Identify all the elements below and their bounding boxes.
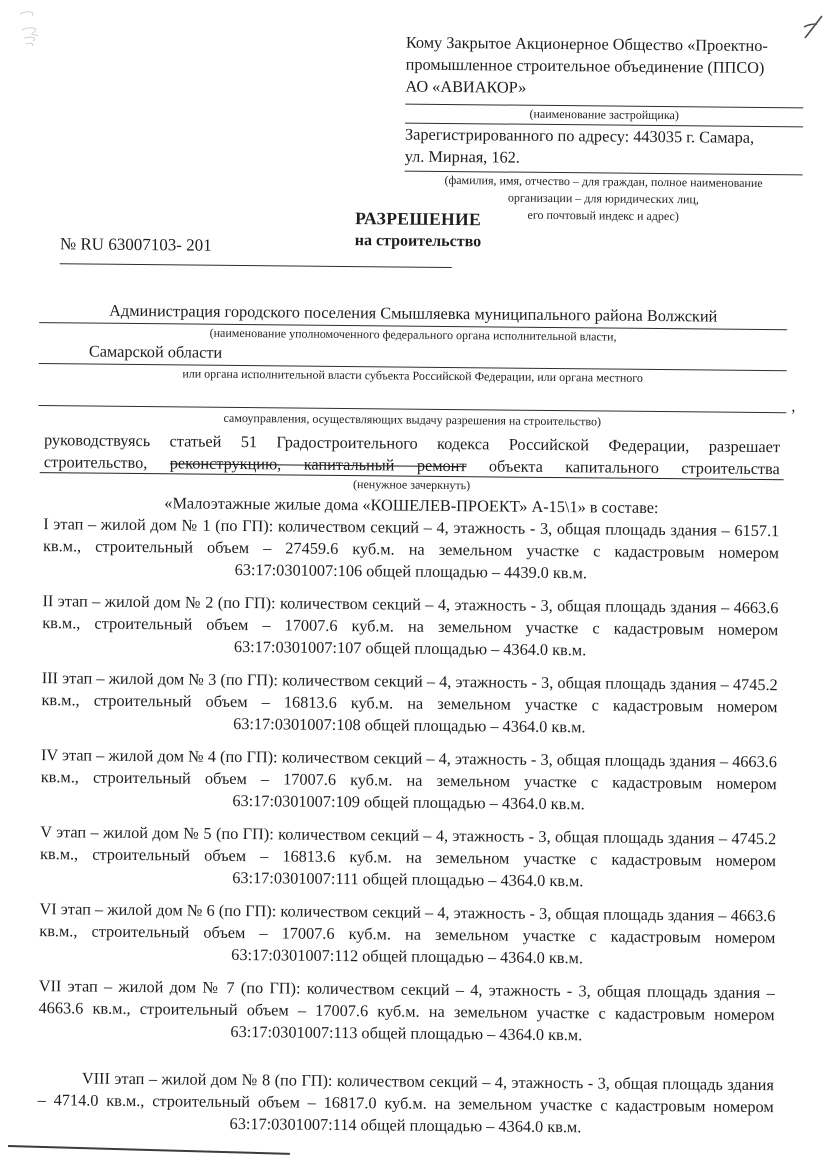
addressee-line-3: АО «АВИАКОР» <box>405 76 803 109</box>
handwritten-tick-icon <box>801 12 827 42</box>
stage-paragraph-6: VI этап – жилой дом № 6 (по ГП): количеством секций – 4, этажность - 3, общая площадь здания – 4663.6 кв.м., строительный объем – 17007.6 куб.м. на земельном участке с кадастровым номером 63:17:0301007:112 общей площадью – 4364.0 кв.м. <box>39 899 776 968</box>
authority-caption-3: самоуправления, осуществляющих выдачу разрешения на строительство) <box>223 410 602 429</box>
authority-name-line-1: Администрация городского поселения Смышляевка муниципального района Волжский <box>39 299 787 330</box>
address-line-1: Зарегистрированного по адресу: 443035 г. Самара, <box>404 124 755 147</box>
address-caption-3: его почтовый индекс и адрес) <box>527 207 679 224</box>
title-line-1: РАЗРЕШЕНИЕ <box>355 208 482 230</box>
stage-paragraph-1: I этап – жилой дом № 1 (по ГП): количеством секций – 4, этажность - 3, общая площадь здания – 6157.1 кв.м., строительный объем – 27459.6 куб.м. на земельном участке с кадастровым номером 63:17:0301007:106 общей площадью – 4439.0 кв.м. <box>42 514 780 583</box>
stage-paragraph-4: IV этап – жилой дом № 4 (по ГП): количеством секций – 4, этажность - 3, общая площадь здания – 4663.6 кв.м., строительный объем – 17007.6 куб.м. на земельном участке с кадастровым номером 63:17:0301007:109 общей площадью – 4364.0 кв.м. <box>40 745 778 814</box>
stage-paragraph-3: III этап – жилой дом № 3 (по ГП): количеством секций – 4, этажность - 3, общая площадь здания – 4745.2 кв.м., строительный объем – 16813.6 куб.м. на земельном участке с кадастровым номером 63:17:0301007:108 общей площадью – 4364.0 кв.м. <box>41 668 778 737</box>
stage-paragraph-5: V этап – жилой дом № 5 (по ГП): количеством секций – 4, этажность - 3, общая площадь здания – 4745.2 кв.м., строительный объем – 16813.6 куб.м. на земельном участке с кадастровым номером 63:17:0301007:111 общей площадью – 4364.0 кв.м. <box>39 822 777 891</box>
stage-paragraph-8: VIII этап – жилой дом № 8 (по ГП): количеством секций – 4, этажность - 3, общая площадь здания – 4714.0 кв.м., строительный объем – 16817.0 куб.м. на земельном участке с кадастровым номером 63:17:0301007:114 общей площадью – 4364.0 кв.м. <box>37 1068 774 1137</box>
document-content <box>23 28 798 1151</box>
authority-caption-2: или органа исполнительной власти субъекта Российской Федерации, или органа местного <box>182 366 644 385</box>
permit-number: № RU 63007103- 201 <box>60 234 452 268</box>
address-caption-1: (фамилия, имя, отчество – для граждан, полное наименование <box>444 172 763 191</box>
action-kept: строительство, <box>43 452 148 473</box>
authority-caption-1: (наименование уполномоченного федерального органа исполнительной власти, <box>209 325 617 344</box>
addressee-line-1: Кому Закрытое Акционерное Общество «Проектно- <box>405 32 768 56</box>
stage-paragraph-7: VII этап – жилой дом № 7 (по ГП): количеством секций – 4, этажность - 3, общая площадь здания – 4663.6 кв.м., строительный объем – 17007.6 куб.м. на земельном участке с кадастровым номером 63:17:0301007:113 общей площадью – 4364.0 кв.м. <box>38 976 775 1045</box>
authority-section <box>38 299 796 432</box>
address-caption-2: организации – для юридических лиц, <box>507 190 699 207</box>
title-line-2: на строительство <box>354 232 482 251</box>
action-struck-out: реконструкцию, капитальный ремонт <box>169 453 467 476</box>
addressee-line-2: промышленное строительное объединение (ППСО) <box>405 54 765 78</box>
strike-caption: (ненужное зачеркнуть) <box>353 477 471 493</box>
stage-paragraph-2: II этап – жилой дом № 2 (по ГП): количеством секций – 4, этажность - 3, общая площадь здания – 4663.6 кв.м., строительный объем – 17007.6 куб.м. на земельном участке с кадастровым номером 63:17:0301007:107 общей площадью – 4364.0 кв.м. <box>42 591 779 660</box>
intro-line: руководствуясь статьей 51 Градостроительного кодекса Российской Федерации, разрешает <box>43 430 781 457</box>
address-line-2: ул. Мирная, 162. <box>405 146 803 176</box>
project-title: «Малоэтажные жилые дома «КОШЕЛЕВ-ПРОЕКТ» А-15\1» в составе: <box>164 493 659 518</box>
addressee-block <box>404 32 804 227</box>
addressee-caption: (наименование застройщика) <box>405 105 803 128</box>
bottom-ruled-line <box>8 1145 290 1155</box>
action-rest: объекта капитального строительства <box>488 456 780 479</box>
trailing-comma: , <box>791 398 796 416</box>
authority-name-line-2: Самарской области <box>39 340 787 371</box>
